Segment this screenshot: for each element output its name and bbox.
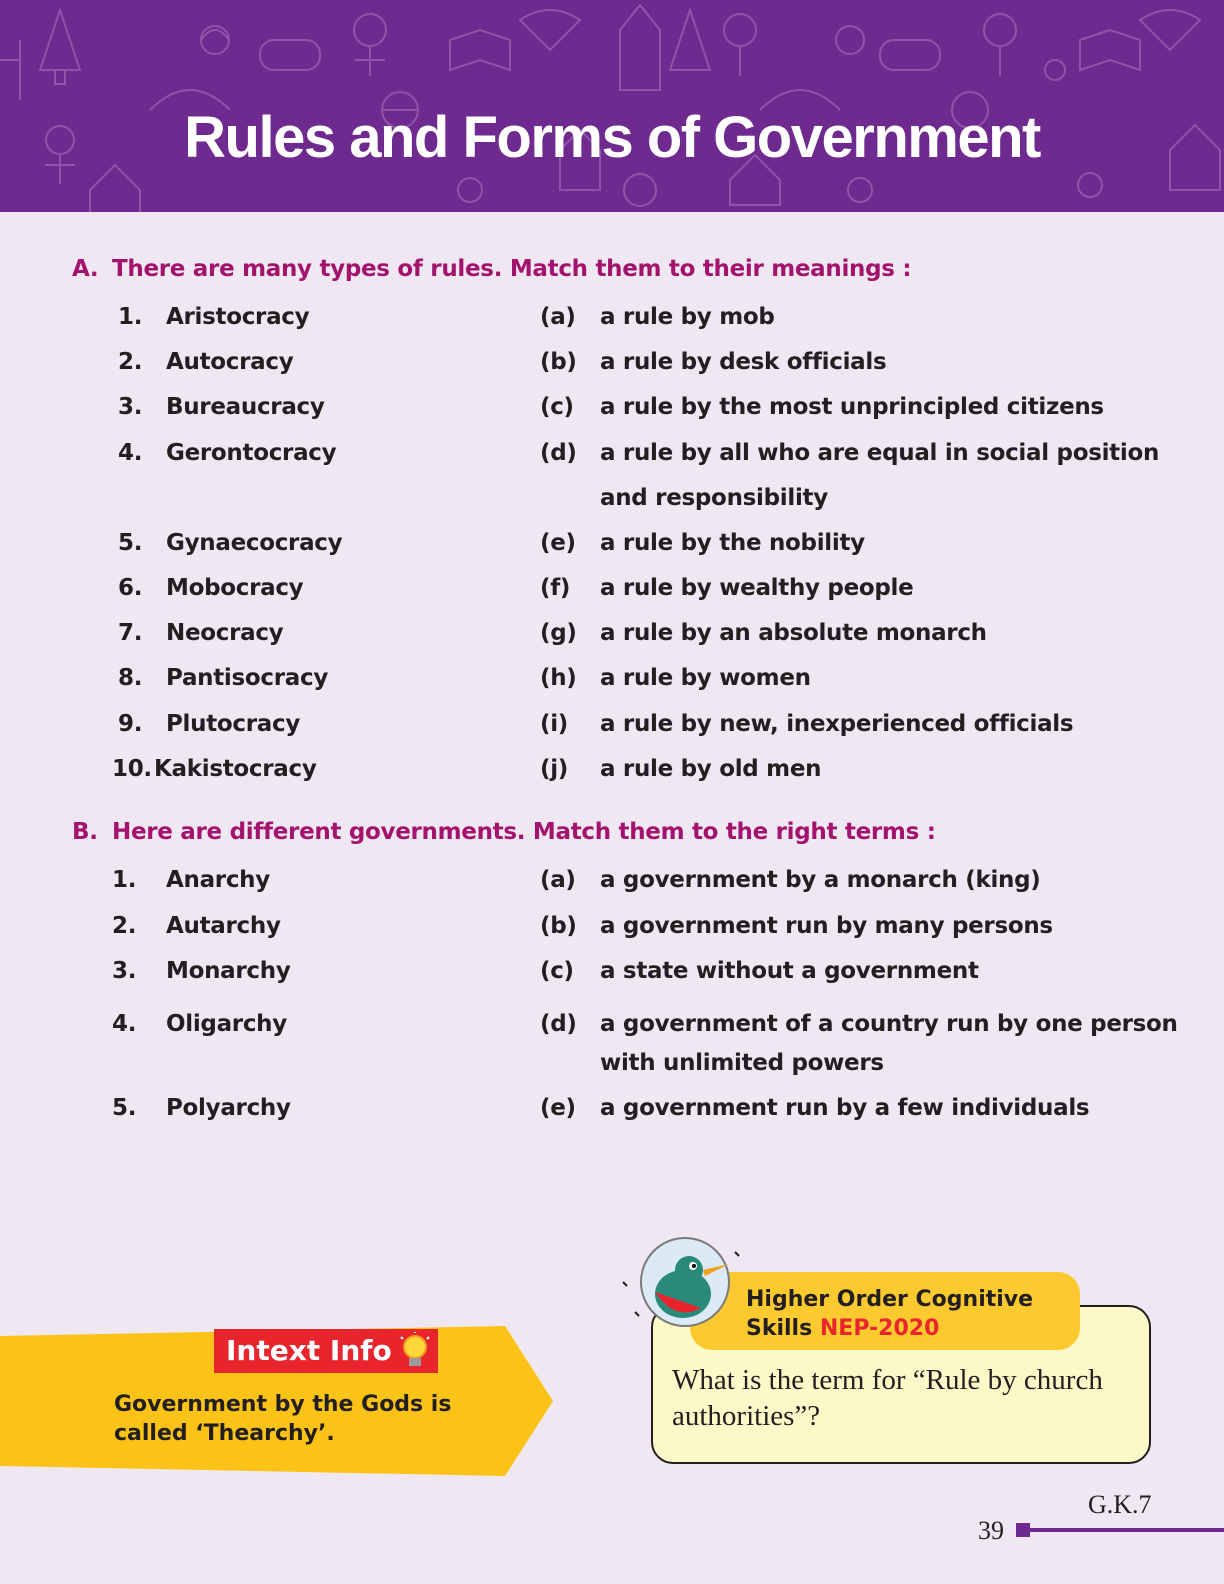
term-number: 1. (118, 304, 143, 330)
meaning-option: (a) (540, 304, 576, 330)
intext-line-1: Government by the Gods is (114, 1392, 452, 1417)
hots-title-line-1: Higher Order Cognitive (746, 1287, 1034, 1312)
term-number: 10. (112, 756, 152, 782)
term-label: Mobocracy (166, 575, 304, 601)
nep-badge: NEP-2020 (819, 1316, 940, 1341)
intext-info-body (114, 1390, 494, 1448)
meaning-option: (e) (540, 1095, 576, 1121)
term-label: Polyarchy (166, 1095, 291, 1121)
term-label: Kakistocracy (154, 756, 317, 782)
section-b-instruction: Here are different governments. Match them to the right terms : (112, 819, 936, 845)
term-label: Bureaucracy (166, 394, 325, 420)
meaning-option: (b) (540, 349, 577, 375)
term-number: 5. (118, 530, 143, 556)
term-label: Oligarchy (166, 1011, 287, 1037)
meaning-option: (h) (540, 665, 577, 691)
term-number: 1. (112, 867, 137, 893)
meaning-text: a rule by mob (600, 304, 775, 330)
meaning-option: (e) (540, 530, 576, 556)
list-item (0, 485, 1224, 517)
meaning-text: a rule by all who are equal in social position (600, 440, 1160, 466)
meaning-text: a rule by wealthy people (600, 575, 914, 601)
term-label: Gerontocracy (166, 440, 337, 466)
meaning-text: a rule by old men (600, 756, 822, 782)
term-label: Gynaecocracy (166, 530, 343, 556)
term-label: Autarchy (166, 913, 281, 939)
section-a-heading (72, 256, 911, 282)
meaning-text: a government run by a few individuals (600, 1095, 1090, 1121)
meaning-text: a rule by the most unprincipled citizens (600, 394, 1104, 420)
meaning-text-continued: and responsibility (600, 485, 828, 511)
list-item (0, 665, 1224, 697)
term-number: 9. (118, 711, 143, 737)
list-item (0, 1095, 1224, 1127)
hots-question: What is the term for “Rule by church authorities”? (672, 1364, 1103, 1432)
term-number: 5. (112, 1095, 137, 1121)
list-item (0, 1050, 1224, 1082)
term-label: Monarchy (166, 958, 291, 984)
term-number: 2. (112, 913, 137, 939)
list-item (0, 620, 1224, 652)
meaning-option: (f) (540, 575, 571, 601)
bird-mascot-icon (615, 1232, 745, 1342)
meaning-option: (b) (540, 913, 577, 939)
page-number: 39 (978, 1516, 1004, 1545)
meaning-text: a state without a government (600, 958, 979, 984)
meaning-option: (d) (540, 1011, 577, 1037)
section-a-instruction: There are many types of rules. Match them to their meanings : (112, 256, 912, 282)
meaning-text: a government of a country run by one person (600, 1011, 1178, 1037)
section-b-heading (72, 819, 936, 845)
meaning-option: (d) (540, 440, 577, 466)
list-item (0, 1011, 1224, 1043)
meaning-text: a government by a monarch (king) (600, 867, 1041, 893)
section-b-letter: B. (72, 819, 98, 845)
page-marker-square (1016, 1523, 1030, 1537)
list-item (0, 575, 1224, 607)
term-label: Plutocracy (166, 711, 301, 737)
list-item (0, 711, 1224, 743)
list-item (0, 530, 1224, 562)
list-item (0, 349, 1224, 381)
intext-info-title (214, 1329, 438, 1373)
list-item (0, 394, 1224, 426)
term-number: 4. (112, 1011, 137, 1037)
term-number: 7. (118, 620, 143, 646)
meaning-text: a rule by an absolute monarch (600, 620, 987, 646)
meaning-text: a rule by women (600, 665, 811, 691)
meaning-option: (i) (540, 711, 569, 737)
list-item (0, 913, 1224, 945)
meaning-option: (c) (540, 394, 574, 420)
term-label: Anarchy (166, 867, 270, 893)
list-item (0, 867, 1224, 899)
meaning-text: a rule by the nobility (600, 530, 865, 556)
term-number: 2. (118, 349, 143, 375)
meaning-option: (g) (540, 620, 577, 646)
term-label: Autocracy (166, 349, 294, 375)
term-number: 4. (118, 440, 143, 466)
term-number: 6. (118, 575, 143, 601)
list-item (0, 756, 1224, 788)
meaning-option: (c) (540, 958, 574, 984)
section-a-letter: A. (72, 256, 99, 282)
list-item (0, 958, 1224, 990)
term-number: 8. (118, 665, 143, 691)
term-label: Aristocracy (166, 304, 310, 330)
term-number: 3. (118, 394, 143, 420)
meaning-text: a rule by desk officials (600, 349, 887, 375)
meaning-text-continued: with unlimited powers (600, 1050, 884, 1076)
meaning-option: (a) (540, 867, 576, 893)
meaning-text: a government run by many persons (600, 913, 1053, 939)
page-title: Rules and Forms of Government (184, 105, 1040, 170)
term-label: Neocracy (166, 620, 284, 646)
intext-line-2: called ‘Thearchy’. (114, 1421, 335, 1446)
footer-rule (1030, 1528, 1224, 1532)
list-item (0, 304, 1224, 336)
list-item (0, 440, 1224, 472)
title-banner (0, 0, 1224, 212)
term-label: Pantisocracy (166, 665, 329, 691)
term-number: 3. (112, 958, 137, 984)
meaning-text: a rule by new, inexperienced officials (600, 711, 1074, 737)
hots-title (746, 1285, 1066, 1343)
intext-title-label: Intext Info (226, 1334, 392, 1367)
hots-title-line-2: Skills (746, 1316, 813, 1341)
book-label: G.K.7 (1088, 1490, 1152, 1519)
meaning-option: (j) (540, 756, 569, 782)
lightbulb-icon (398, 1332, 432, 1370)
